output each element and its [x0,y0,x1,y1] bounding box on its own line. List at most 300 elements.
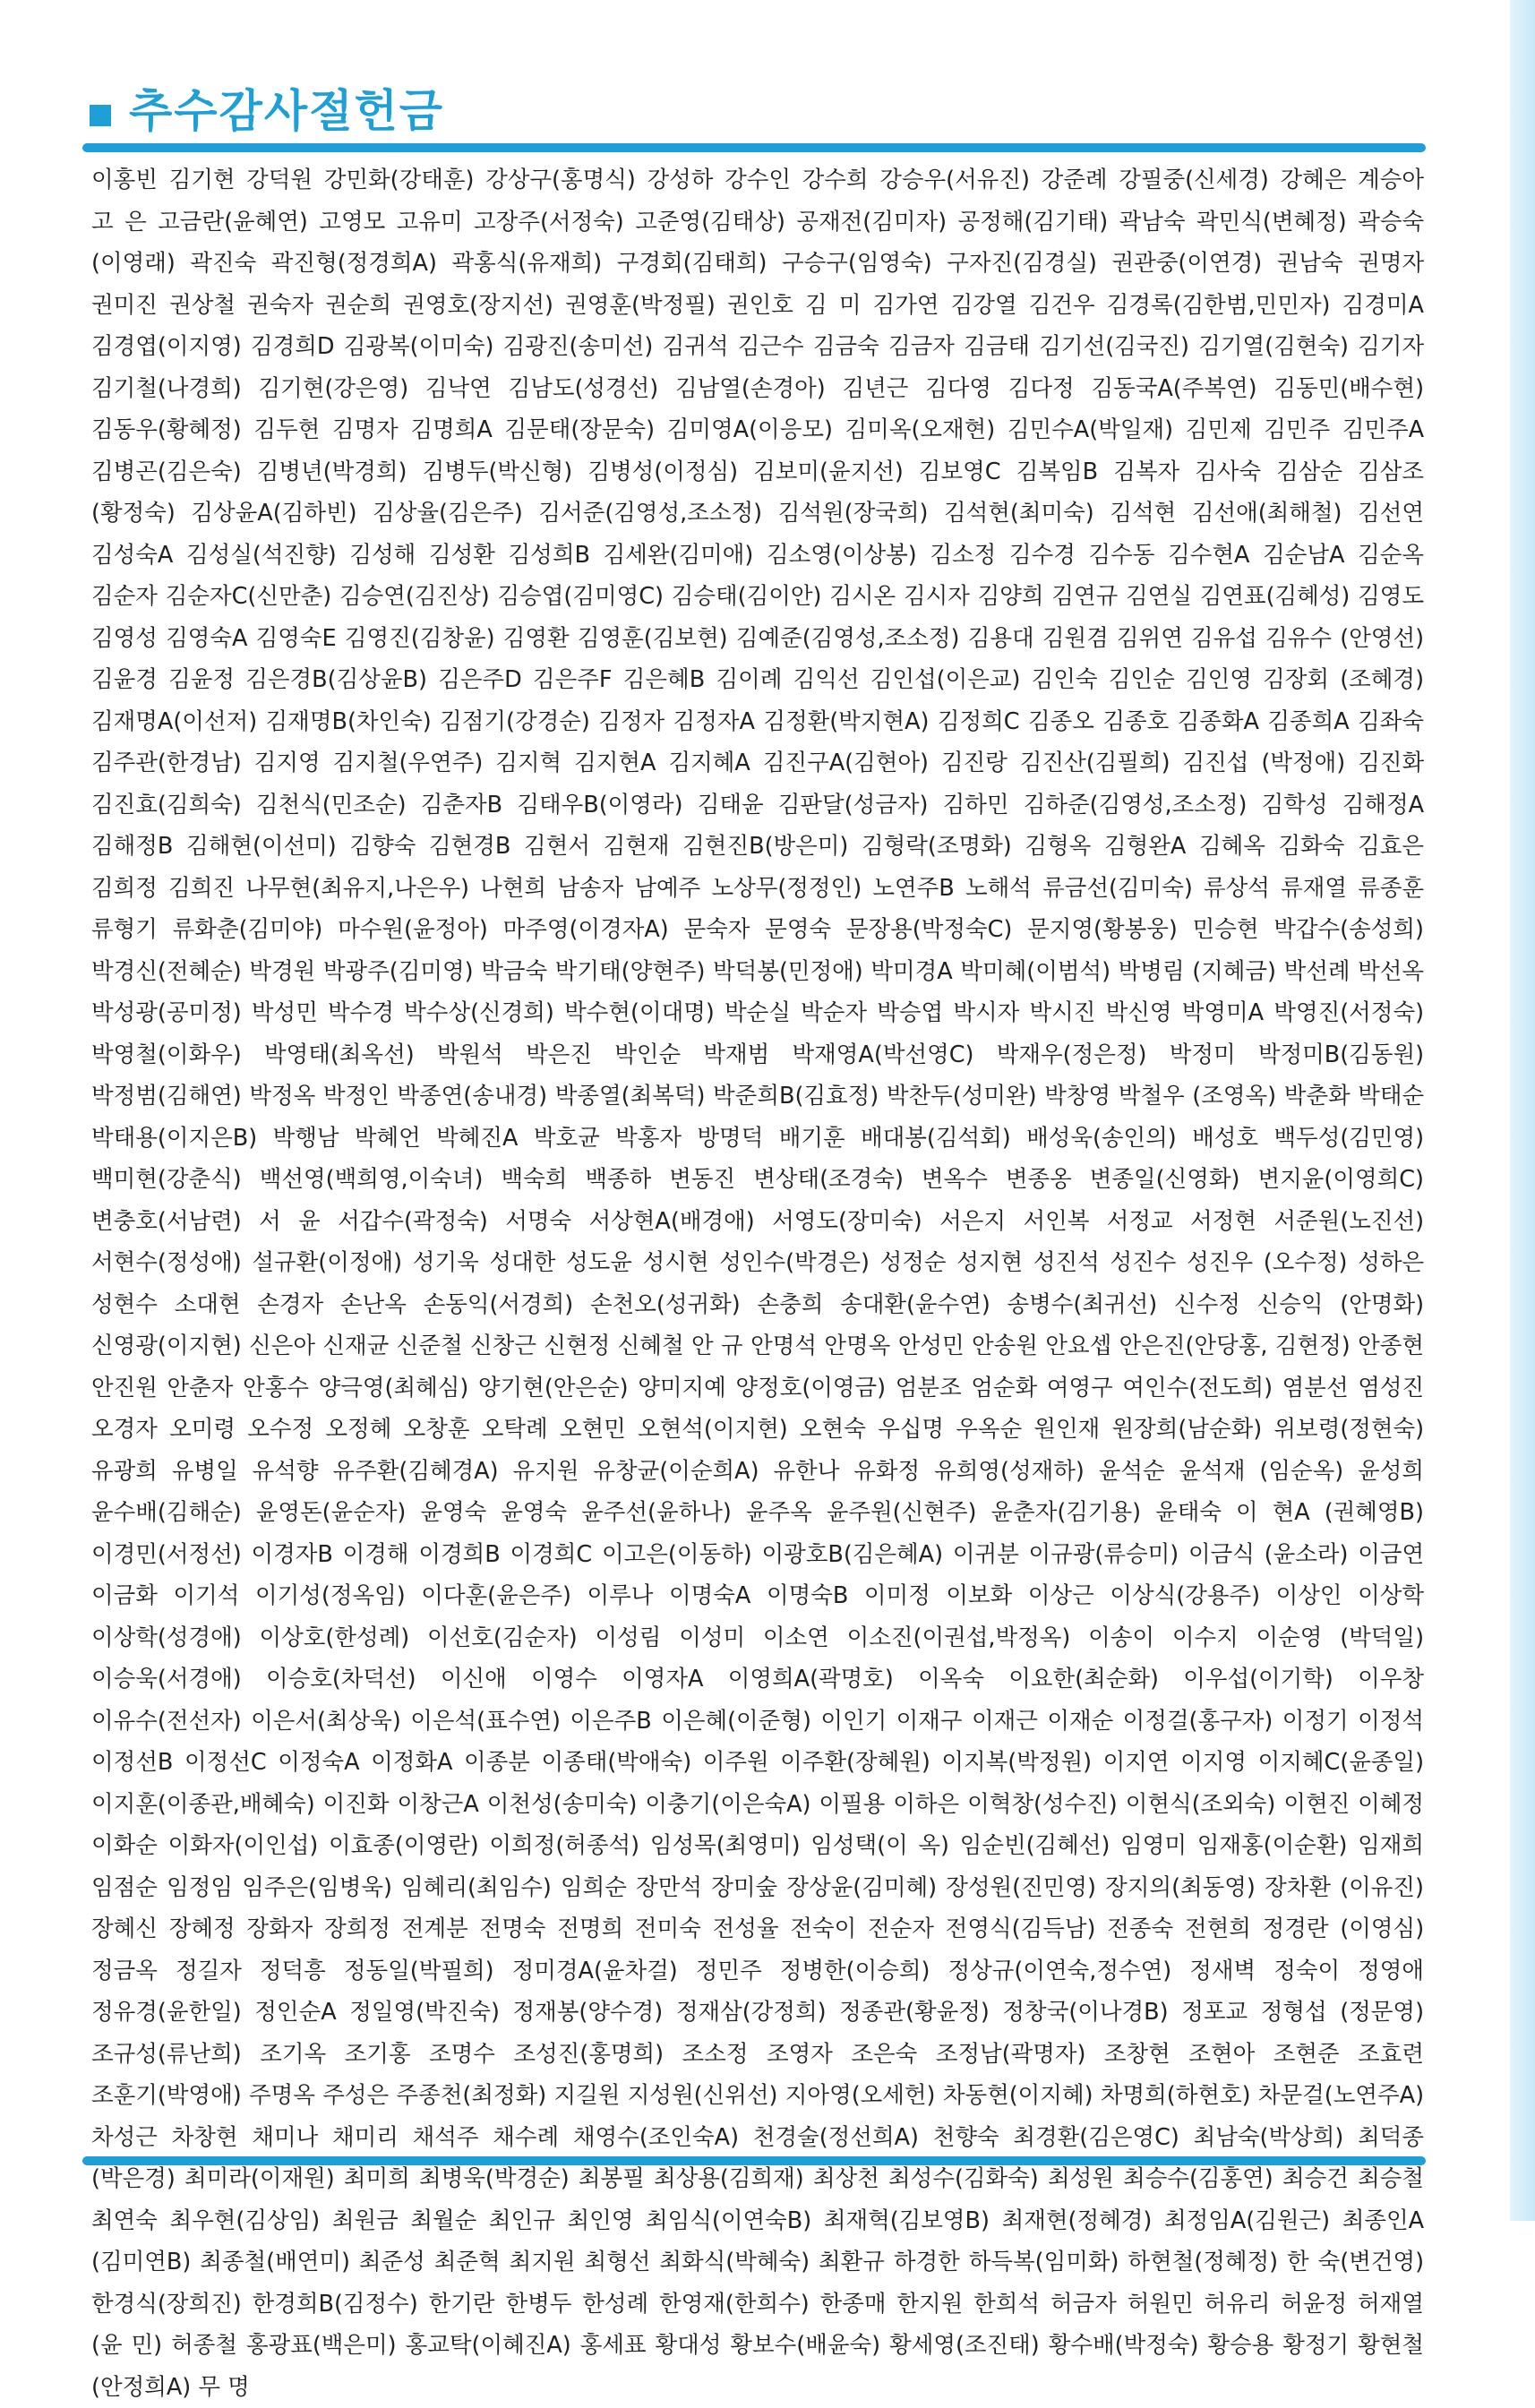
donor-name: 김삼순 [1276,458,1343,485]
donor-name: 고영모 [319,208,386,236]
donor-name: 차문걸(노연주A) [1257,2082,1425,2109]
donor-name: 강덕원 [246,167,313,193]
donor-name: 이종태(박애숙) [541,1749,692,1776]
donor-name: 권남숙 [1276,250,1343,277]
donor-name: 유주환(김혜경A) [332,1457,499,1485]
donor-name: 김연실 [1126,583,1192,610]
donor-name: 정재봉(양수경) [512,1999,664,2026]
donor-name: 김하민 [942,791,1009,818]
donor-name: 무 명 [198,2373,250,2401]
donor-name: 박미경A [870,957,953,985]
donor-name: 이소연 [762,1624,829,1651]
donor-name: 최성수(김화숙) [888,2165,1039,2192]
donor-name: 문지영(황봉웅) [1027,916,1178,943]
donor-name: 임주은(임병욱) [242,1873,392,1901]
donor-name: 전숙이 [790,1915,857,1942]
donor-name: 이천성(송미숙) [486,1790,638,1818]
donor-name: 조기홍 [344,2040,411,2068]
donor-name: 이은주B [570,1707,652,1735]
donor-name: 김영도 [1358,583,1425,610]
donor-name: 강수희 [802,167,869,193]
donor-name: 김좌숙 [1358,707,1425,735]
donor-name: 조훈기(박영애) [91,2082,242,2109]
donor-name: 장성원(진민영) [946,1873,1096,1901]
donor-name: 변종옹 [1005,1166,1072,1193]
donor-name: 채석주 [412,2123,479,2151]
donor-name: 정영애 [1358,1957,1425,1984]
donor-name: 박병림 [1118,957,1185,985]
donor-name: 박태순 [1358,1083,1425,1110]
donor-name: 조명수 [428,2040,495,2068]
donor-name: 박순자 [801,999,868,1026]
donor-name: 이귀분 [952,1540,1019,1568]
donor-name: 김다정 [1008,374,1075,402]
donor-name: 이신애 [440,1666,507,1692]
donor-name: 김남도(성경선) [508,374,659,402]
donor-name: 김형락(조명화) [862,833,1012,860]
donor-name: 채영수(조인숙A) [572,2123,740,2151]
donor-name: 허원민 [1127,2290,1194,2318]
donor-name: 이 현A [1236,1499,1310,1526]
donor-name: 이규광(류승미) [1028,1540,1179,1568]
donor-name: 김시자 [903,583,970,610]
donor-name: 양극영(최혜심) [318,1374,469,1401]
donor-name: 오현석(이지현) [637,1416,788,1443]
donor-name: 김영환 [502,624,570,652]
donor-name: 권명자 [1358,250,1425,277]
donor-name: 류종훈 [1358,874,1425,902]
donor-name: 김미옥(오재현) [845,416,996,443]
donor-name: 김강열 [950,291,1017,319]
donor-name: 이화자(이인섭) [167,1832,319,1859]
donor-name: 임재희 [1358,1832,1425,1859]
donor-name: 박은진 [526,1041,592,1068]
donor-name: 김혜옥 [1198,833,1265,860]
donor-name: (이영래) [91,250,176,277]
donor-name: 오정혜 [325,1416,392,1443]
donor-name: 송병수(최귀선) [1007,1290,1158,1318]
donor-name: 최원금 [331,2207,399,2234]
donor-name: 이정화A [371,1749,453,1776]
donor-name: 김석원(장국희) [777,500,929,527]
donor-name: 신혜철 [617,1333,684,1359]
donor-name: 박선옥 [1358,957,1425,985]
donor-name: 이루나 [587,1582,654,1609]
donor-name: 염성진 [1358,1374,1425,1401]
donor-name: 김성해 [349,541,416,569]
donor-name: 주종천(최정화) [396,2082,547,2109]
donor-name: 신재균 [322,1333,390,1359]
donor-name: 김민제 [1185,416,1252,443]
donor-name: 이영희A(곽명호) [727,1666,894,1692]
donor-name: 김병두(박신형) [422,458,573,485]
donor-name: 김지혜A [668,750,750,776]
donor-name: 서인복 [1023,1207,1090,1235]
donor-name: 류상석 [1203,874,1270,902]
donor-name: 양미지예 [638,1374,726,1401]
donor-name: 이혜정 [1358,1790,1425,1818]
donor-name: 김춘자B [420,791,503,818]
donor-name: 박수현(이대명) [564,999,715,1026]
donor-name: 김성환 [428,541,495,569]
donor-name: 김근수 [737,333,804,360]
donor-name: 문장용(박정숙C) [845,916,1013,943]
donor-name: 한경식(장희진) [91,2290,242,2318]
donor-name: 문영숙 [765,916,832,943]
donor-name: 이금화 [91,1582,158,1609]
donor-name: 공정해(김기태) [957,208,1109,236]
donor-name: 김윤경 [91,666,158,693]
donor-name: 이명숙B [766,1582,849,1609]
donor-name: 성진수 [1110,1249,1177,1276]
donor-name: 김승태(김이안) [671,583,822,610]
donor-name: 김원겸 [1042,624,1109,652]
donor-name: 이성림 [595,1624,662,1651]
donor-name: 김상윤A(김하빈) [191,500,357,527]
donor-name: 최종철(배연미) [200,2249,350,2275]
donor-name: 황보수(배윤숙) [730,2332,881,2359]
donor-name: 강민화(강태훈) [323,167,475,193]
donor-name: 고준영(김태상) [635,208,785,236]
donor-name: 박정미B(김동원) [1257,1041,1425,1068]
donor-name: 성진우 [1187,1249,1253,1276]
donor-name: 임성목(최영미) [649,1832,801,1859]
donor-name: 고 은 [91,208,147,236]
donor-name: 최월순 [410,2207,477,2234]
donor-name: 김진효(김희숙) [91,791,242,818]
donor-name: 박성광(공미정) [91,999,242,1026]
donor-name: 김수현A [1168,541,1250,569]
donor-name: 박영철(이화우) [91,1041,242,1068]
donor-name: 변지윤(이영희C) [1257,1166,1424,1193]
donor-name: 양정호(이영금) [735,1374,887,1401]
donor-name: 이요한(최순화) [1008,1666,1159,1692]
donor-name: 장차환 [1265,1873,1331,1901]
donor-name: 조현아 [1188,2040,1256,2068]
donor-name: 박시자 [953,999,1020,1026]
donor-name: 최봉필 [578,2165,645,2192]
donor-name: 이정선C [184,1749,267,1776]
donor-name: 강필중(신세경) [1119,167,1269,193]
donor-name: 조창현 [1103,2040,1171,2068]
donor-list [91,159,1424,2408]
donor-name: 김복임B [1016,458,1099,485]
donor-name: 윤주원(신현주) [826,1499,977,1526]
donor-name: 구경회(김태희) [616,250,768,277]
donor-name: 백미현(강춘식) [91,1166,242,1193]
donor-name: 손난옥 [339,1290,407,1318]
donor-name: 김기현(강은영) [258,374,409,402]
donor-name: 백종하 [585,1166,652,1193]
donor-name: 최환규 [819,2249,885,2275]
square-bullet-icon [90,105,111,126]
donor-name: (황정숙) [91,500,176,527]
donor-name: 장만석 [636,1873,703,1901]
donor-name: 유희영(성재하) [934,1457,1085,1485]
donor-name: 김동민(배수현) [1273,374,1425,402]
donor-name: 김은주D [438,666,522,693]
donor-name: 조영자 [766,2040,833,2068]
donor-name: 윤태숙 [1155,1499,1222,1526]
donor-name: 허종철 [171,2332,237,2359]
donor-name: 김현재 [603,833,670,860]
donor-name: 김민주A [1342,416,1425,443]
donor-name: 김인숙 [1031,666,1098,693]
donor-name: 김소정 [930,541,997,569]
donor-name: 김희진 [168,874,236,902]
donor-name: 원인재 [1033,1416,1101,1443]
donor-name: 김인영 [1185,666,1252,693]
donor-name: 권인호 [726,291,793,319]
donor-name: 박경원 [249,957,316,985]
donor-name: 배대봉(김석회) [860,1124,1011,1152]
donor-name: 박종연(송내경) [397,1083,548,1110]
donor-name: 이은석(표수연) [410,1707,561,1735]
donor-name: 이은서(최상욱) [251,1707,401,1735]
donor-name: 최인영 [567,2207,634,2234]
donor-name: 김인섭(이은교) [870,666,1021,693]
donor-name: 강준례 [1041,167,1108,193]
donor-name: 전영식(김득남) [945,1915,1096,1942]
donor-name: (이유진) [1340,1873,1424,1901]
donor-name: 김경희D [250,333,335,360]
donor-name: 신창근 [470,1333,536,1359]
donor-name: 한지원 [896,2290,964,2318]
donor-name: 윤영숙 [501,1499,568,1526]
donor-name: 안송원 [972,1333,1038,1359]
donor-name: 하득복(임미화) [968,2249,1119,2275]
donor-name: 정상규(이연숙,정수연) [948,1957,1172,1984]
donor-name: 이선호(김순자) [427,1624,578,1651]
donor-name: 김세완(김미애) [603,541,754,569]
donor-name: (오수정) [1263,1249,1348,1276]
donor-name: 전순자 [868,1915,934,1942]
donor-name: 정유경(윤한일) [91,1999,242,2026]
donor-name: 김유섭 [1191,624,1257,652]
donor-name: 김동국A(주복연) [1091,374,1257,402]
donor-name: 김보영C [918,458,1001,485]
donor-name: 유화정 [853,1457,921,1485]
donor-name: 김금숙 [812,333,879,360]
section-title: 추수감사절헌금 [129,85,445,137]
donor-name: 이명숙A [669,1582,751,1609]
donor-name: 김금자 [888,333,955,360]
donor-name: 배기훈 [778,1124,845,1152]
donor-name: 박창영 [1044,1083,1111,1110]
donor-name: 전현희 [1184,1915,1251,1942]
donor-name: 최임식(이연숙B) [645,2207,812,2234]
donor-name: 곽민식(변혜정) [1196,208,1347,236]
donor-name: 노상무(정정인) [711,874,862,902]
donor-name: 성현수 [91,1290,158,1318]
donor-name: 안명옥 [824,1333,891,1359]
donor-name: 김해정B [91,833,174,860]
donor-name: 조소정 [682,2040,749,2068]
donor-name: 하경한 [893,2249,960,2275]
donor-name: (윤 민) [91,2332,163,2359]
donor-name: 최병욱(박경순) [419,2165,570,2192]
donor-name: 박원석 [436,1041,503,1068]
donor-name: 강혜은 [1280,167,1347,193]
section-header [90,82,444,140]
donor-name: 전미숙 [634,1915,701,1942]
donor-name: 이경자B [251,1540,333,1568]
donor-name: 채미리 [331,2123,399,2151]
donor-name: (김미연B) [91,2249,192,2275]
donor-name: 황현철 [1358,2332,1424,2359]
donor-name: 김년근 [842,374,909,402]
donor-name: 지성원(신위선) [627,2082,778,2109]
donor-name: 김진구A(김현아) [762,750,929,776]
donor-name: 최재혁(김보영B) [823,2207,990,2234]
donor-name: 성시현 [642,1249,709,1276]
donor-name: 윤주선(윤하나) [581,1499,732,1526]
donor-name: 김병성(이정심) [587,458,739,485]
donor-name: 신영광(이지현) [91,1333,242,1359]
donor-name: 허재열 [1358,2290,1424,2318]
donor-name: 김장회 [1263,666,1329,693]
donor-name: 정병한(이승희) [779,1957,930,1984]
donor-name: 차성근 [91,2123,158,2151]
donor-name: 김수동 [1088,541,1155,569]
donor-name: 손충희 [757,1290,824,1318]
donor-name: 김금태 [964,333,1031,360]
donor-name: 이홍빈 [91,167,158,193]
donor-name: 박춘화 [1283,1083,1351,1110]
donor-name: 박준희B(김효정) [713,1083,879,1110]
donor-name: 변옥수 [921,1166,988,1193]
donor-name: 김복자 [1113,458,1180,485]
donor-name: 엄순화 [971,1374,1038,1401]
donor-name: 김판달(성금자) [777,791,929,818]
donor-name: 오현숙 [799,1416,866,1443]
donor-name: 원장희(남순화) [1111,1416,1263,1443]
donor-name: 류재열 [1281,874,1347,902]
donor-name: 김건우 [1028,291,1095,319]
donor-name: 황수배(박정숙) [1048,2332,1199,2359]
donor-name: 한병두 [505,2290,572,2318]
donor-name: 김형완A [1103,833,1187,860]
donor-name: 박혜언 [354,1124,421,1152]
donor-name: 노해석 [965,874,1032,902]
donor-name: 박정범(김해연) [91,1083,242,1110]
donor-name: 김효은 [1358,833,1424,860]
donor-name: 이다훈(윤은주) [421,1582,571,1609]
donor-name: 차명희(하현호) [1100,2082,1251,2109]
donor-name: 최종인A [1342,2207,1425,2234]
donor-name: 변동진 [669,1166,736,1193]
donor-name: 장혜정 [168,1915,236,1942]
donor-name: 박철우 [1118,1083,1185,1110]
donor-name: 김두현 [253,416,321,443]
donor-name: 김수경 [1008,541,1076,569]
donor-name: 최우현(김상임) [169,2207,321,2234]
donor-name: 채미나 [252,2123,319,2151]
donor-name: 이기성(정옥임) [254,1582,406,1609]
donor-name: 최승철 [1358,2165,1424,2192]
donor-name: 김유수 [1265,624,1333,652]
donor-name: 김지혁 [495,750,562,776]
donor-name: 김지영 [253,750,321,776]
donor-name: 전명숙 [479,1915,546,1942]
donor-name: 권미진 [91,291,158,319]
donor-name: 한희석 [973,2290,1041,2318]
donor-name: 정동일(박필희) [343,1957,494,1984]
donor-name: 최승수(김홍연) [1123,2165,1273,2192]
donor-name: 박수경 [328,999,394,1026]
donor-name: 박찬두(성미완) [886,1083,1037,1110]
donor-name: 김태우B(이영라) [517,791,683,818]
donor-name: 이희정(허종석) [489,1832,640,1859]
donor-name: 조은숙 [851,2040,918,2068]
donor-name: 황정기 [1282,2332,1350,2359]
donor-name: 임혜리(최임수) [401,1873,552,1901]
donor-name: 배성욱(송인의) [1026,1124,1177,1152]
donor-name: 서은지 [939,1207,1007,1235]
donor-name: 한경희B(김정수) [252,2290,418,2318]
donor-name: 임정임 [167,1873,234,1901]
donor-name: 서현수(정성애) [91,1249,242,1276]
donor-name: 전성율 [712,1915,779,1942]
donor-name: 박성민 [251,999,318,1026]
donor-name: 민승현 [1192,916,1259,943]
donor-name: 허윤정 [1281,2290,1348,2318]
donor-name: (안영선) [1340,624,1425,652]
donor-name: 김상율(김은주) [373,500,523,527]
donor-name: 김현진B(방은미) [682,833,849,860]
donor-name: 지길원 [553,2082,621,2109]
donor-name: 유병일 [171,1457,238,1485]
donor-name: 황대성 [655,2332,722,2359]
donor-name: 천향숙 [932,2123,999,2151]
donor-name: (지혜금) [1192,957,1276,985]
donor-name: 안요셉 [1045,1333,1112,1359]
donor-name: 이옥숙 [918,1666,985,1692]
donor-name: 김사숙 [1195,458,1262,485]
donor-name: 김하준(김영성,조소정) [1023,791,1248,818]
donor-name: 하현철(정혜정) [1128,2249,1279,2275]
donor-name: (권혜영B) [1324,1499,1424,1526]
donor-name: 유지원 [512,1457,579,1485]
donor-name: 이상호(한성례) [259,1624,410,1651]
donor-name: 정민주 [695,1957,762,1984]
donor-name: 이수지 [1171,1624,1239,1651]
donor-name: (박은경) [91,2165,176,2192]
donor-name: 조정남(곽명자) [935,2040,1086,2068]
donor-name: 정창국(이나경B) [1002,1999,1169,2026]
donor-name: 김경미A [1342,291,1424,319]
donor-name: 김예준(김영성,조소정) [735,624,960,652]
donor-name: 김민주 [1264,416,1331,443]
donor-name: 정형섭 [1260,1999,1327,2026]
donor-name: 최남숙(박상희) [1193,2123,1344,2151]
donor-name: 박갑수(송성희) [1273,916,1424,943]
donor-name: 박정인 [322,1083,390,1110]
donor-name: 방명덕 [697,1124,764,1152]
donor-name: 김동우(황혜정) [91,416,242,443]
donor-name: 홍세표 [579,2332,647,2359]
donor-name: 김은주F [532,666,613,693]
donor-name: 윤수배(김해순) [91,1499,242,1526]
donor-name: 오미령 [169,1416,236,1443]
donor-name: 조효련 [1358,2040,1424,2068]
donor-name: 윤석재 [1179,1457,1246,1485]
donor-name: 안춘자 [167,1374,234,1401]
donor-name: 백선영(백희영,이숙녀) [259,1166,484,1193]
donor-name: 윤춘자(김기용) [990,1499,1142,1526]
donor-name: 곽승숙 [1358,208,1425,236]
donor-name: 안은진(안당홍, [1119,1333,1268,1359]
